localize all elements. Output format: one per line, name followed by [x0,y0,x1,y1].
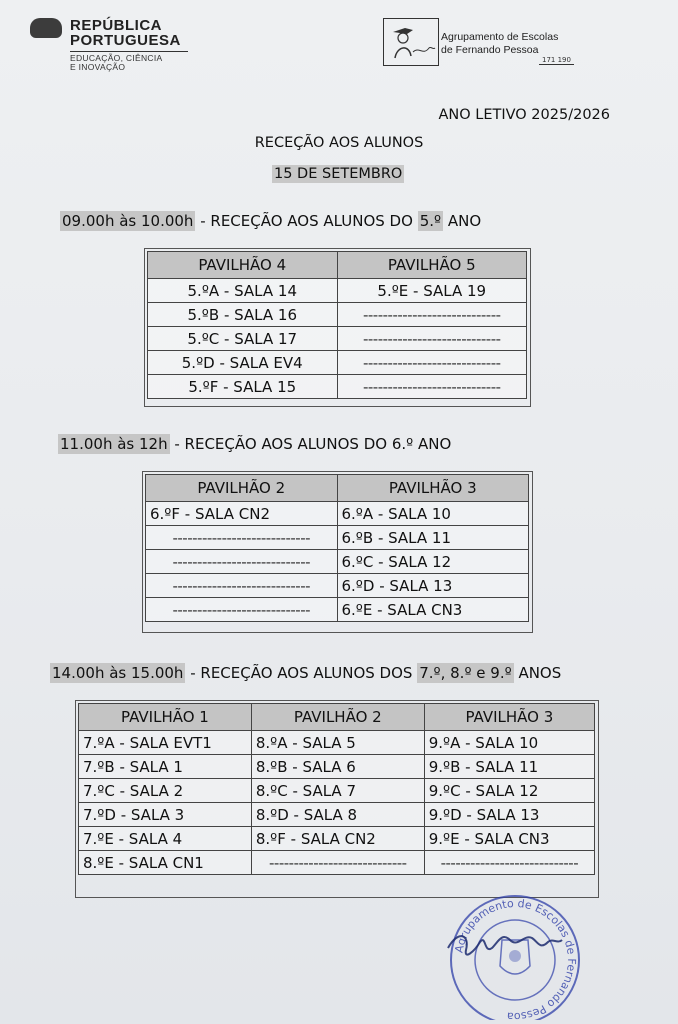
schedule-table-5th-grade [147,251,527,399]
section-heading-5th-grade [60,212,481,230]
table-cell: 9.ºC - SALA 12 [424,779,594,803]
table-row [146,526,529,550]
schedule-table-6th-grade [145,474,529,622]
table-cell: 9.ºB - SALA 11 [424,755,594,779]
school-year: ANO LETIVO 2025/2026 [438,107,610,123]
table-cell: 7.ºD - SALA 3 [79,803,252,827]
table-cell: 9.ºE - SALA CN3 [424,827,594,851]
table-cell: 7.ºE - SALA 4 [79,827,252,851]
section-text: - RECEÇÃO AOS ALUNOS DO [195,212,418,230]
empty-cell-dashes: ---------------------------- [337,327,527,351]
logo-text-line1: REPÚBLICA [70,17,163,34]
logo-divider [70,51,188,52]
column-header: PAVILHÃO 1 [79,704,252,731]
school-name-line1: Agrupamento de Escolas [441,31,559,43]
table-row [148,375,527,399]
column-header: PAVILHÃO 2 [146,475,338,502]
school-name-line2: de Fernando Pessoa [441,44,539,56]
table-row [79,803,595,827]
table-row [79,779,595,803]
logo-ministry-line2: E INOVAÇÃO [70,62,126,72]
government-emblem-icon [30,18,62,38]
page-title: RECEÇÃO AOS ALUNOS [254,135,424,151]
table-cell: 6.ºB - SALA 11 [337,526,529,550]
table-row [148,351,527,375]
section-grade: 7.º, 8.º e 9.º [419,664,512,682]
section-time: 14.00h às 15.00h [52,664,184,682]
column-header: PAVILHÃO 2 [251,704,424,731]
table-cell: 9.ºD - SALA 13 [424,803,594,827]
table-cell: 8.ºD - SALA 8 [251,803,424,827]
table-cell: 7.ºC - SALA 2 [79,779,252,803]
table-header-row [79,704,595,731]
table-cell: 5.ºE - SALA 19 [337,279,527,303]
empty-cell-dashes: ---------------------------- [146,598,338,622]
column-header: PAVILHÃO 5 [337,252,527,279]
republica-portuguesa-logo [30,16,200,72]
section-heading-7th-8th-9th-grade [50,664,561,682]
event-date: 15 DE SETEMBRO [274,166,403,182]
section-grade: 5.º [419,212,442,230]
empty-cell-dashes: ---------------------------- [146,526,338,550]
section-time: 09.00h às 10.00h [62,212,194,230]
table-row [79,827,595,851]
table-cell: 6.ºE - SALA CN3 [337,598,529,622]
table-cell: 5.ºD - SALA EV4 [148,351,338,375]
empty-cell-dashes: ---------------------------- [337,303,527,327]
stamp-ring-text: Agrupamento de Escolas de Fernando Pessoa [452,896,579,1020]
empty-cell-dashes: ---------------------------- [251,851,424,875]
table-row [146,502,529,526]
table-cell: 6.ºA - SALA 10 [337,502,529,526]
column-header: PAVILHÃO 4 [148,252,338,279]
section-text-end: ANO [443,212,482,230]
table-cell: 7.ºA - SALA EVT1 [79,731,252,755]
table-cell: 9.ºA - SALA 10 [424,731,594,755]
stamp-seal-icon [440,890,590,1020]
table-row [148,279,527,303]
table-cell: 5.ºA - SALA 14 [148,279,338,303]
table-cell: 5.ºB - SALA 16 [148,303,338,327]
section-text: - RECEÇÃO AOS ALUNOS DOS [185,664,418,682]
section-text: - RECEÇÃO AOS ALUNOS DO 6.º ANO [169,435,452,453]
table-cell: 8.ºC - SALA 7 [251,779,424,803]
logo-ministry-line1: EDUCAÇÃO, CIÊNCIA [70,53,163,63]
table-cell: 6.ºC - SALA 12 [337,550,529,574]
column-header: PAVILHÃO 3 [424,704,594,731]
logo-text-line2: PORTUGUESA [70,32,181,49]
table-cell: 7.ºB - SALA 1 [79,755,252,779]
table-header-row [146,475,529,502]
table-cell: 8.ºF - SALA CN2 [251,827,424,851]
table-row [148,303,527,327]
empty-cell-dashes: ---------------------------- [337,351,527,375]
school-code: 171 190 [539,56,574,65]
table-cell: 8.ºB - SALA 6 [251,755,424,779]
table-row [146,550,529,574]
school-stamp [440,890,590,1020]
table-row [79,755,595,779]
empty-cell-dashes: ---------------------------- [337,375,527,399]
table-row [146,574,529,598]
column-header: PAVILHÃO 3 [337,475,529,502]
table-row [79,851,595,875]
school-logo [383,18,583,66]
empty-cell-dashes: ---------------------------- [424,851,594,875]
section-time: 11.00h às 12h [60,435,168,453]
empty-cell-dashes: ---------------------------- [146,574,338,598]
table-cell: 6.ºD - SALA 13 [337,574,529,598]
empty-cell-dashes: ---------------------------- [146,550,338,574]
table-cell: 8.ºE - SALA CN1 [79,851,252,875]
table-cell: 6.ºF - SALA CN2 [146,502,338,526]
schedule-table-7th-8th-9th-grade [78,703,595,875]
table-cell: 8.ºA - SALA 5 [251,731,424,755]
fernando-pessoa-portrait-icon [383,18,439,66]
table-cell: 5.ºC - SALA 17 [148,327,338,351]
section-heading-6th-grade [58,435,451,453]
table-row [146,598,529,622]
table-row [79,731,595,755]
table-header-row [148,252,527,279]
table-row [148,327,527,351]
section-text-end: ANOS [513,664,562,682]
table-cell: 5.ºF - SALA 15 [148,375,338,399]
